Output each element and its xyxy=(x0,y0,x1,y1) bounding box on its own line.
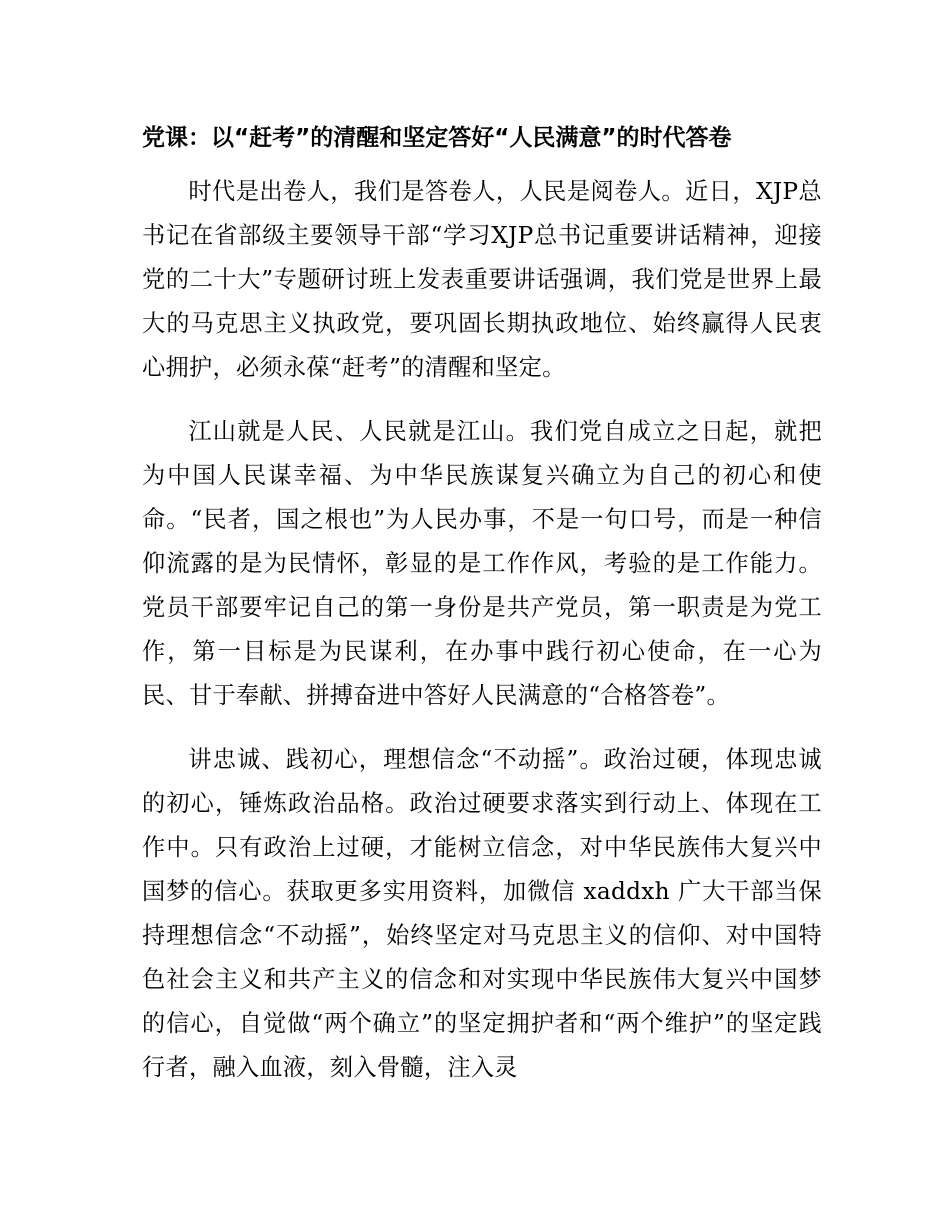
paragraph-1: 时代是出卷人，我们是答卷人，人民是阅卷人。近日，XJP总书记在省部级主要领导干部“学习XJP总书记重要讲话精神，迎接党的二十大”专题研讨班上发表重要讲话强调，我们党是世界上最大的马克思主义执政党，要巩固长期执政地位、始终赢得人民衷心拥护，必须永葆“赶考”的清醒和坚定。 xyxy=(142,178,822,381)
document-title: 党课：以“赶考”的清醒和坚定答好“人民满意”的时代答卷 xyxy=(142,125,732,151)
document-body xyxy=(142,170,822,1110)
paragraph-3: 讲忠诚、践初心，理想信念“不动摇”。政治过硬，体现忠诚的初心，锤炼政治品格。政治过硬要求落实到行动上、体现在工作中。只有政治上过硬，才能树立信念，对中华民族伟大复兴中国梦的信心。获取更多实用资料，加微信 xaddxh 广大干部当保持理想信念“不动摇”，始终坚定对马克思主义的信仰、对中国特色社会主义和共产主义的信念和对实现中华民族伟大复兴中国梦的信心，自觉做“两个确立”的坚定拥护者和“两个维护”的坚定践行者，融入血液，刻入骨髓，注入灵 xyxy=(142,746,822,1081)
paragraph-2: 江山就是人民、人民就是江山。我们党自成立之日起，就把为中国人民谋幸福、为中华民族谋复兴确立为自己的初心和使命。“民者，国之根也”为人民办事，不是一句口号，而是一种信仰流露的是为民情怀，彰显的是工作作风，考验的是工作能力。党员干部要牢记自己的第一身份是共产党员，第一职责是为党工作，第一目标是为民谋利，在办事中践行初心使命，在一心为民、甘于奉献、拼搏奋进中答好人民满意的“合格答卷”。 xyxy=(142,418,822,709)
